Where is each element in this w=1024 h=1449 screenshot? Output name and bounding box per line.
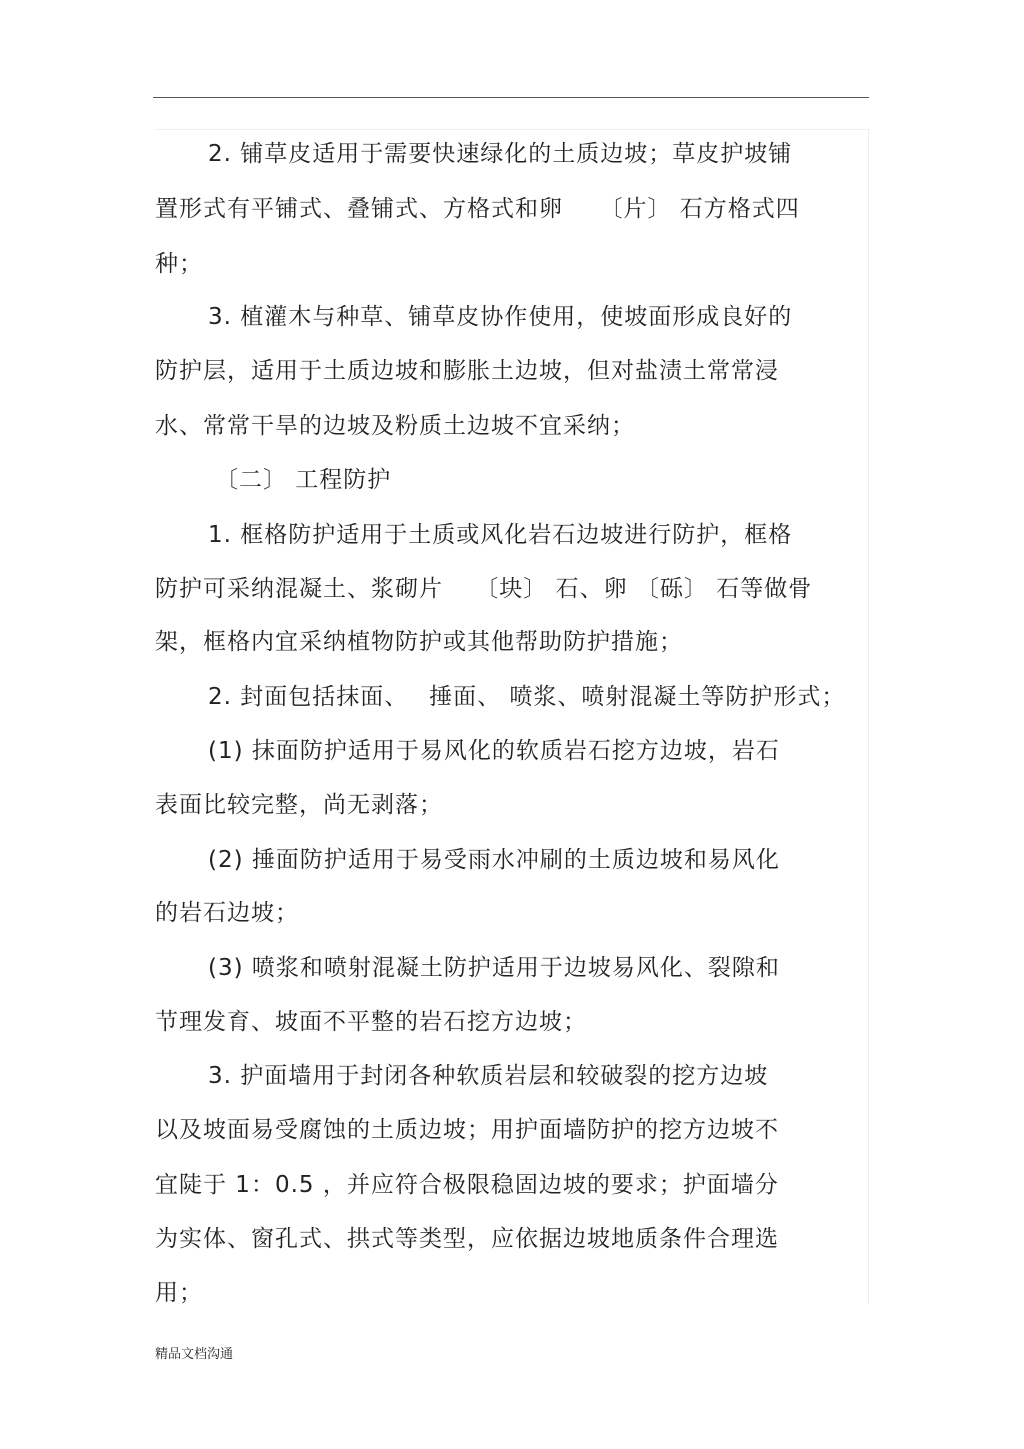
header-rule: [153, 97, 869, 98]
page-frame-right: [868, 129, 869, 1304]
text-line: (2) 捶面防护适用于易受雨水冲刷的土质边坡和易风化: [208, 847, 780, 873]
text-line: 表面比较完整，尚无剥落；: [155, 792, 443, 818]
text-line: 3. 植灌木与种草、铺草皮协作使用，使坡面形成良好的: [208, 304, 793, 330]
text-line: 种；: [155, 251, 203, 277]
text-line: 宜陡于 1：0.5 ，并应符合极限稳固边坡的要求；护面墙分: [155, 1172, 779, 1198]
page-frame-top: [155, 129, 869, 130]
text-line: (3) 喷浆和喷射混凝土防护适用于边坡易风化、裂隙和: [208, 955, 780, 981]
text-line: (1) 抹面防护适用于易风化的软质岩石挖方边坡，岩石: [208, 738, 780, 764]
text-line: 用；: [155, 1280, 203, 1306]
text-line: 3. 护面墙用于封闭各种软质岩层和较破裂的挖方边坡: [208, 1063, 769, 1089]
text-line: 水、常常干旱的边坡及粉质土边坡不宜采纳；: [155, 413, 635, 439]
text-line: 节理发育、坡面不平整的岩石挖方边坡；: [155, 1009, 587, 1035]
text-line: 2. 封面包括抹面、 捶面、 喷浆、喷射混凝土等防护形式；: [208, 684, 846, 710]
text-line: 以及坡面易受腐蚀的土质边坡；用护面墙防护的挖方边坡不: [155, 1117, 779, 1143]
text-line: 防护层，适用于土质边坡和膨胀土边坡，但对盐渍土常常浸: [155, 358, 779, 384]
text-line: 的岩石边坡；: [155, 900, 299, 926]
page-footer: 精品文档沟通: [155, 1347, 234, 1362]
text-line: 架，框格内宜采纳植物防护或其他帮助防护措施；: [155, 629, 683, 655]
text-line: 为实体、窗孔式、拱式等类型，应依据边坡地质条件合理选: [155, 1226, 779, 1252]
section-heading: 〔二〕 工程防护: [215, 467, 392, 493]
text-line: 1. 框格防护适用于土质或风化岩石边坡进行防护，框格: [208, 522, 793, 548]
text-line: 2. 铺草皮适用于需要快速绿化的土质边坡；草皮护坡铺: [208, 141, 793, 167]
text-line: 防护可采纳混凝土、浆砌片 〔块〕 石、卵 〔砾〕 石等做骨: [155, 576, 813, 602]
text-line: 置形式有平铺式、叠铺式、方格式和卵 〔片〕 石方格式四: [155, 196, 800, 222]
